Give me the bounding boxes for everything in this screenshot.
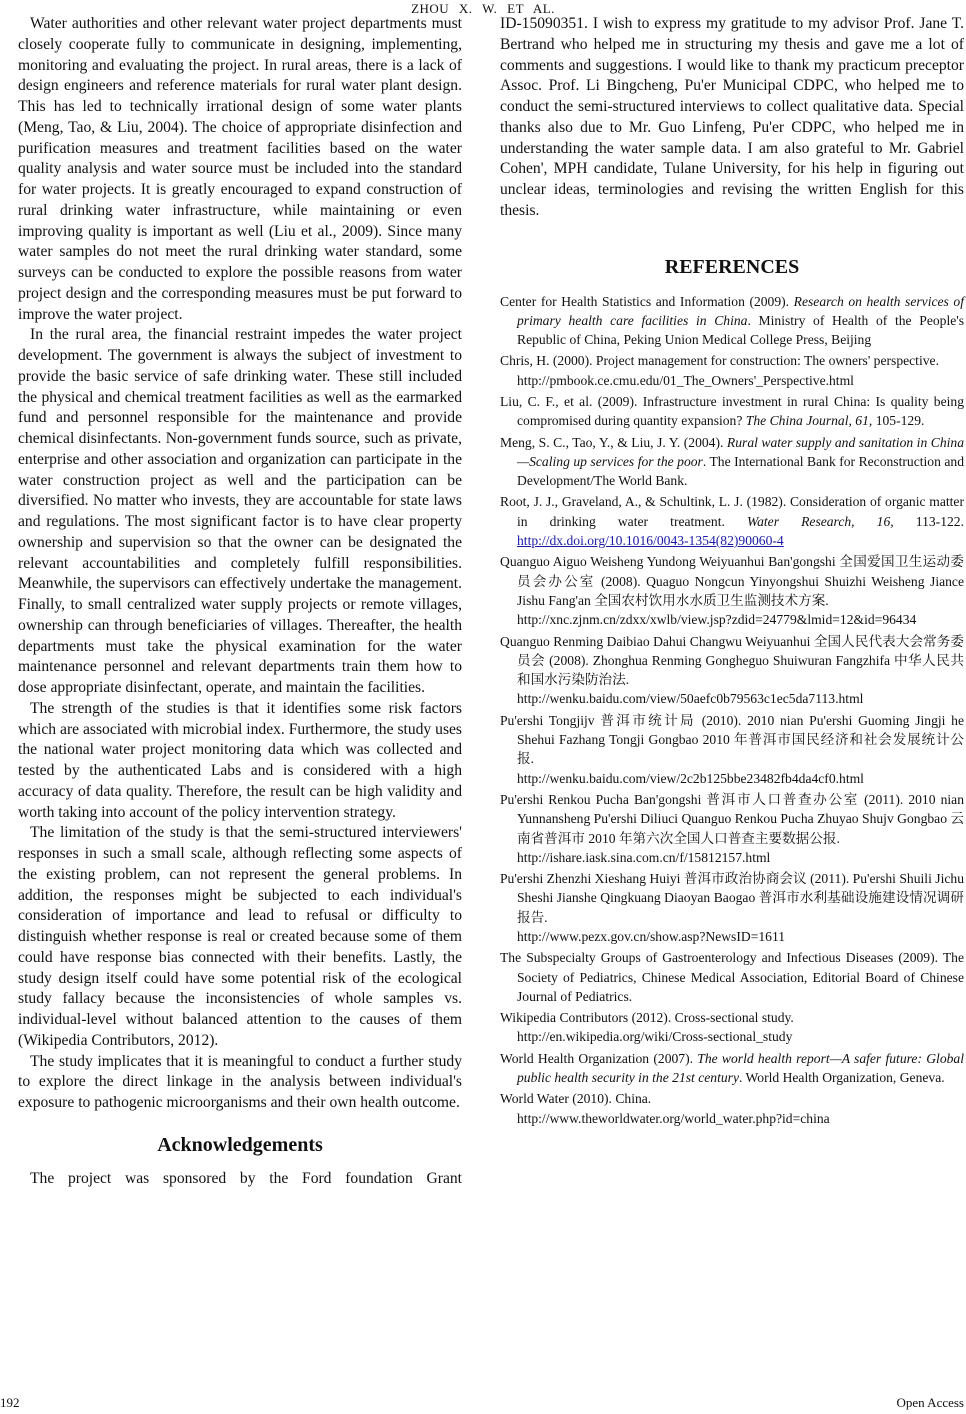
reference-text: Pu'ershi Zhenzhi Xieshang Huiyi 普洱市政治协商会议 (2011). Pu'ershi Shuili Jichu Sheshi Jianshe Qingkuang Diaoyan Baogao 普洱市水利基础设施建设情况调研报告.	[500, 871, 964, 925]
references-heading: REFERENCES	[664, 255, 800, 278]
reference-text: Quanguo Aiguo Weisheng Yundong Weiyuanhui Ban'gongshi 全国爱国卫生运动委员会办公室 (2008). Quaguo Nongcun Yinyongshui Shuizhi Weisheng Jiance Jishu Fang'an 全国农村饮用水水质卫生监测技术方案.	[500, 554, 964, 608]
reference-text: Center for Health Statistics and Information (2009).	[500, 293, 794, 309]
reference-text: 105-129.	[872, 413, 925, 429]
acknowledgements-text-start: The project was sponsored by the Ford foundation Grant	[30, 1169, 462, 1187]
page-number: 192	[0, 1395, 20, 1410]
reference-url: http://wenku.baidu.com/view/2c2b125bbe23482fb4da4cf0.html	[517, 770, 864, 786]
body-text	[18, 14, 462, 1114]
reference-text: . The International Bank for Reconstruction and Development/The World Bank.	[517, 453, 964, 489]
reference-item	[500, 869, 964, 946]
reference-text: Root, J. J., Graveland, A., & Schultink, L. J. (1982). Consideration of organic matter in drinking water treatment.	[500, 494, 964, 529]
reference-item	[500, 392, 964, 431]
reference-item	[500, 433, 964, 491]
reference-url: http://pmbook.ce.cmu.edu/01_The_Owners'_Perspective.html	[517, 372, 854, 388]
body-paragraph: The limitation of the study is that the semi-structured interviewers' responses in such a small scale, although reflecting some aspects of the existing problem, can not represent the general problems. In addition, the responses might be subjected to each individual's consideration of importance and lead to refusal or difficulty to distinguish whether response is real or created because some of them could have response bias connected with their benefits. Lastly, the study design itself could have some potential risk of the ecological study fallacy because the inconsistencies of whole samples vs. individual-level without balanced attention to the causes of them (Wikipedia Contributors, 2012).	[18, 824, 462, 1049]
reference-text: Chris, H. (2000). Project management for construction: The owners' perspective.	[500, 353, 939, 369]
reference-italic-title: The China Journal, 61,	[745, 413, 873, 429]
reference-text: The Subspecialty Groups of Gastroenterology and Infectious Diseases (2009). The Society of Pediatrics, Chinese Medical Association, Editorial Board of Chinese Journal of Pediatrics.	[500, 950, 964, 1004]
reference-text: Pu'ershi Renkou Pucha Ban'gongshi 普洱市人口普查办公室 (2011). 2010 nian Yunnansheng Pu'ershi Diliuci Quanguo Renkou Pucha Zhuyao Shujv Gongbao 云南省普洱市 2010 年第六次全国人口普查主要数据公报.	[500, 791, 964, 846]
body-paragraph: The strength of the studies is that it identifies some risk factors which are associated with microbial index. Furthermore, the study uses the national water project monitoring data which was collected and tested by the authenticated Labs and is considered with a high accuracy of data quality. Therefore, the result can be high validity and worth taking into account of the policy intervention strategy.	[18, 699, 462, 821]
reference-item	[500, 1049, 964, 1088]
reference-doi-link[interactable]: http://dx.doi.org/10.1016/0043-1354(82)90060-4	[517, 533, 784, 549]
reference-item	[500, 790, 964, 867]
right-column	[500, 14, 964, 1130]
reference-item	[500, 492, 964, 550]
reference-text: Wikipedia Contributors (2012). Cross-sectional study.	[500, 1010, 794, 1026]
reference-url: http://en.wikipedia.org/wiki/Cross-sectional_study	[517, 1029, 793, 1045]
reference-url: http://www.theworldwater.org/world_water.php?id=china	[517, 1110, 830, 1126]
left-column	[18, 14, 462, 1190]
reference-text: . World Health Organization, Geneva.	[738, 1070, 945, 1086]
reference-text: Pu'ershi Tongjijv 普洱市统计局 (2010). 2010 nian Pu'ershi Guoming Jingji he Shehui Fazhang Tongji Gongbao 2010 年普洱市国民经济和社会发展统计公报.	[500, 712, 964, 767]
reference-url: http://wenku.baidu.com/view/50aefc0b79563c1ec5da7113.html	[517, 691, 864, 707]
running-header: ZHOU X. W. ET AL.	[411, 1, 555, 16]
reference-text: World Health Organization (2007).	[500, 1050, 698, 1066]
reference-text: Quanguo Renming Daibiao Dahui Changwu Weiyuanhui 全国人民代表大会常务委员会 (2008). Zhonghua Renming Gongheguo Shuiwuran Fangzhifa 中华人民共和国水污染防治法.	[500, 633, 964, 688]
reference-italic-title: Water Research, 16,	[747, 513, 894, 529]
reference-italic-title: Rural water supply and sanitation in China—Scaling up services for the poor	[517, 434, 965, 469]
reference-text: Liu, C. F., et al. (2009). Infrastructure investment in rural China: Is quality being compromised during quantity expansion?	[500, 393, 964, 429]
reference-item	[500, 711, 964, 788]
reference-text: World Water (2010). China.	[500, 1091, 652, 1107]
reference-text: Meng, S. C., Tao, Y., & Liu, J. Y. (2004).	[500, 434, 727, 450]
reference-item	[500, 292, 964, 350]
reference-item	[500, 632, 964, 709]
reference-italic-title: The world health report—A safer future: Global public health security in the 21st century	[517, 1050, 964, 1086]
open-access-label: Open Access	[896, 1395, 964, 1410]
acknowledgements-text-continued: ID-15090351. I wish to express my gratitude to my advisor Prof. Jane T. Bertrand who helped me in structuring my thesis and gave me a lot of comments and suggestions. I would like to thank my practicum preceptor Assoc. Prof. Li Bingcheng, Pu'er Municipal CDPC, who helped me to conduct the semi-structured interviews to collect qualitative data. Special thanks also due to Mr. Guo Linfeng, Pu'er CDPC, who helped me in understanding the water sample data. I am also grateful to Mr. Gabriel Cohen', MPH candidate, Tulane University, for his help in figuring out unclear ideas, terminologies and revising the written English for this thesis.	[500, 15, 964, 219]
reference-italic-title: Research on health services of primary health care facilities in China	[517, 293, 964, 328]
reference-list	[500, 292, 964, 1128]
body-paragraph: Water authorities and other relevant water project departments must closely cooperate fully to communicate in designing, implementing, monitoring and evaluating the project. In rural areas, there is a lack of design engineers and reference materials for rural water plant design. This has led to technically irrational design of some water plants (Meng, Tao, & Liu, 2004). The choice of appropriate disinfection and purification measures and treatment facilities based on the water quality analysis and water source must be included into the standard for water projects. It is greatly encouraged to expand construction of rural drinking water infrastructure, while maintaining or even improving quality is important as well (Liu et al., 2009). Since many water samples do not meet the rural drinking water standard, some surveys can be conducted to explore the possible reasons from water project design and the corresponding measures must be put forward to improve the water project.	[18, 15, 462, 323]
body-paragraph: The study implicates that it is meaningful to conduct a further study to explore the direct linkage in the analysis between individual's exposure to pathogenic microorganisms and their own health outcome.	[18, 1052, 462, 1111]
reference-item	[500, 351, 964, 390]
reference-text: 113-122.	[893, 513, 965, 529]
reference-text: . Ministry of Health of the People's Republic of China, Peking Union Medical College Press, Beijing	[517, 312, 965, 348]
reference-item	[500, 552, 964, 629]
reference-url: http://www.pezx.gov.cn/show.asp?NewsID=1611	[517, 929, 786, 944]
acknowledgements-heading: Acknowledgements	[157, 1133, 323, 1156]
reference-url: http://ishare.iask.sina.com.cn/f/15812157.html	[517, 849, 771, 865]
reference-item	[500, 948, 964, 1006]
reference-item	[500, 1008, 964, 1047]
reference-url: http://xnc.zjnm.cn/zdxx/xwlb/view.jsp?zdid=24779&lmid=12&id=96434	[517, 612, 917, 628]
body-paragraph: In the rural area, the financial restraint impedes the water project development. The government is always the subject of investment to provide the basic service of safe drinking water. These still included the physical and chemical treatment facilities as well as the earmarked fund and personnel responsible for the maintenance and provide chemical disinfectants. Non-government funds source, such as private, enterprise and other association and organization can participate in the water construction project as well and the participation can be diversified. No matter who invests, they are accountable for state laws and regulations. The most significant factor is to have clear property ownership and supervision so that the owner can be designated the relevant accountabilities and completely fulfill responsibilities. Meanwhile, the supervisors can effectively undertake the management. Finally, to small centralized water supply projects or remote villages, ownership can through beneficiaries of villages. Thereafter, the health departments must take the physical examination for the water maintenance personnel and relevant departments train them how to dose appropriate disinfectant, operate, and maintain the facilities.	[18, 326, 462, 696]
reference-item	[500, 1089, 964, 1128]
